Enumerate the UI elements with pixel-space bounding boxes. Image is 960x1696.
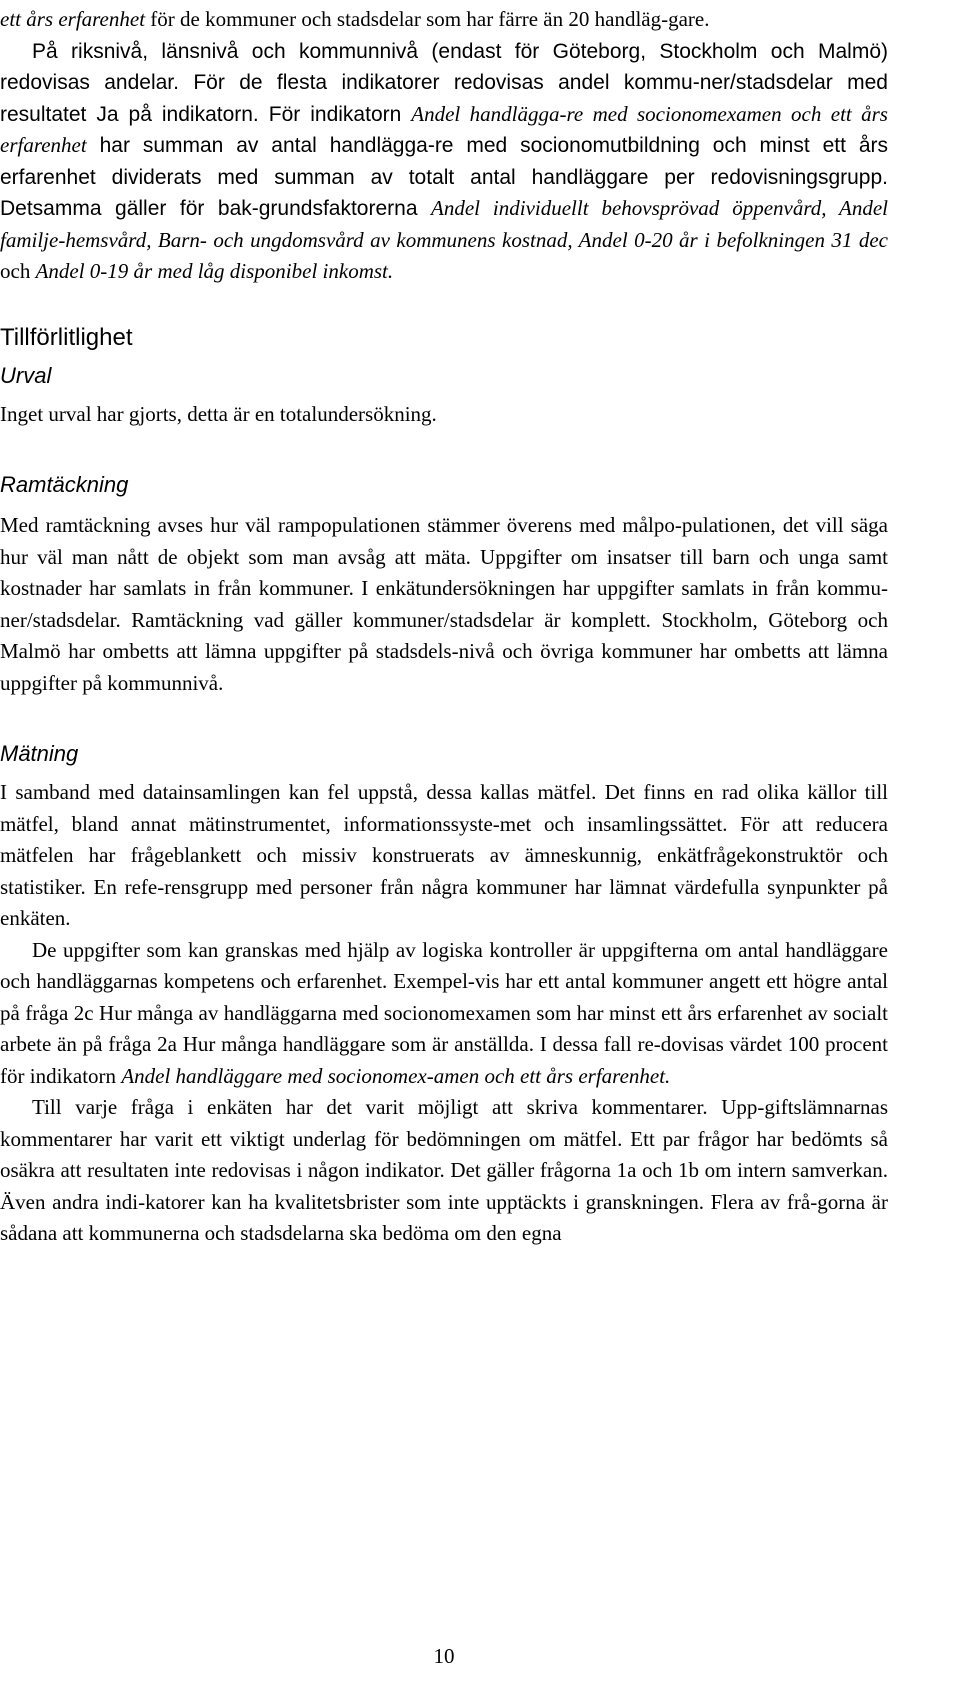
text-span: På riksnivå, länsnivå och kommunnivå (endast för Göteborg, Stockholm och Malmö) redovisas andelar. För de flesta indikatorer redovisas andel kommu-ner/stadsdelar med resultatet Ja på indikatorn. För indikatorn: [0, 39, 888, 126]
paragraph-ramtackning: Med ramtäckning avses hur väl rampopulationen stämmer överens med målpo-pulationen, det vill säga hur väl man nått de objekt som man avsåg att mäta. Uppgifter om insatser till barn och unga samt kostnader har samlats in från kommuner. I enkätundersökningen har uppgifter samlats in från kommu-ner/stadsdelar. Ramtäckning vad gäller kommuner/stadsdelar är komplett. Stockholm, Göteborg och Malmö har ombetts att lämna uppgifter på stadsdels-nivå och övriga kommuner har ombetts att lämna uppgifter på kommunnivå.: [0, 513, 888, 695]
text-span: och: [0, 259, 36, 283]
paragraph-urval: Inget urval har gjorts, detta är en totalundersökning.: [0, 401, 437, 426]
italic-phrase: Andel 0-19 år med låg disponibel inkomst.: [35, 259, 394, 283]
paragraph-matning-3: Till varje fråga i enkäten har det varit möjligt att skriva kommentarer. Upp-giftslämnarnas kommentarer har varit ett viktigt underlag för bedömningen om mätfel. Ett par frågor har bedömts så osäkra att resultaten inte redovisas i någon indikator. Det gäller frågorna 1a och 1b om intern samverkan. Även andra indi-katorer kan ha kvalitetsbrister som inte upptäckts i granskningen. Flera av frå-gorna är sådana att kommunerna och stadsdelarna ska bedöma om den egna: [0, 1095, 888, 1245]
italic-phrase: Andel handlägga-re med socionomexamen och ett års erfarenhet: [0, 101, 888, 157]
italic-phrase: ett års erfarenhet: [0, 7, 146, 31]
paragraph-matning-1: I samband med datainsamlingen kan fel uppstå, dessa kallas mätfel. Det finns en rad olika källor till mätfel, bland annat mätinstrumentet, informationssyste-met och insamlingssättet. För att reducera mätfelen har frågeblankett och missiv konstruerats av ämneskunnig, enkätfrågekonstruktör och statistiker. En refe-rensgrupp med personer från några kommuner har lämnat värdefulla synpunkter på enkäten.: [0, 780, 888, 930]
text-span: De uppgifter som kan granskas med hjälp av logiska kontroller är uppgifterna om antal handläggare och handläggarnas kompetens och erfarenhet. Exempel-vis har ett antal kommuner angett ett högre antal på fråga 2c Hur många av handläggarna med socionomexamen som har minst ett års erfarenhet av socialt arbete än på fråga 2a Hur många handläggare som är anställda. I dessa fall re-dovisas värdet 100 procent för indikatorn: [0, 937, 888, 1088]
italic-phrase: Andel handläggare med socionomex-amen och ett års erfarenhet.: [121, 1063, 671, 1088]
paragraph-matning-2: [0, 935, 888, 1093]
paragraph-intro: [0, 4, 888, 288]
subheading-matning: Mätning: [0, 741, 79, 766]
page-number: 10: [433, 1644, 455, 1668]
subheading-ramtackning: Ramtäckning: [0, 472, 129, 497]
subheading-urval: Urval: [0, 362, 52, 388]
text-column: [0, 4, 888, 1250]
italic-phrase: Andel individuellt behovsprövad öppenvård, Andel familje-hemsvård, Barn- och ungdomsvård av kommunens kostnad, Andel 0-20 år i befolkningen 31 dec: [0, 196, 889, 252]
text-span: har summan av antal handlägga-re med socionomutbildning och minst ett års erfarenhet dividerats med summan av totalt antal handläggare per redovisningsgrupp. Detsamma gäller för bak-grundsfaktorerna: [0, 134, 888, 220]
text-span: för de kommuner och stadsdelar som har färre än 20 handläg-gare.: [145, 7, 710, 31]
section-heading-tillforlitlighet: Tillförlitlighet: [0, 323, 133, 351]
